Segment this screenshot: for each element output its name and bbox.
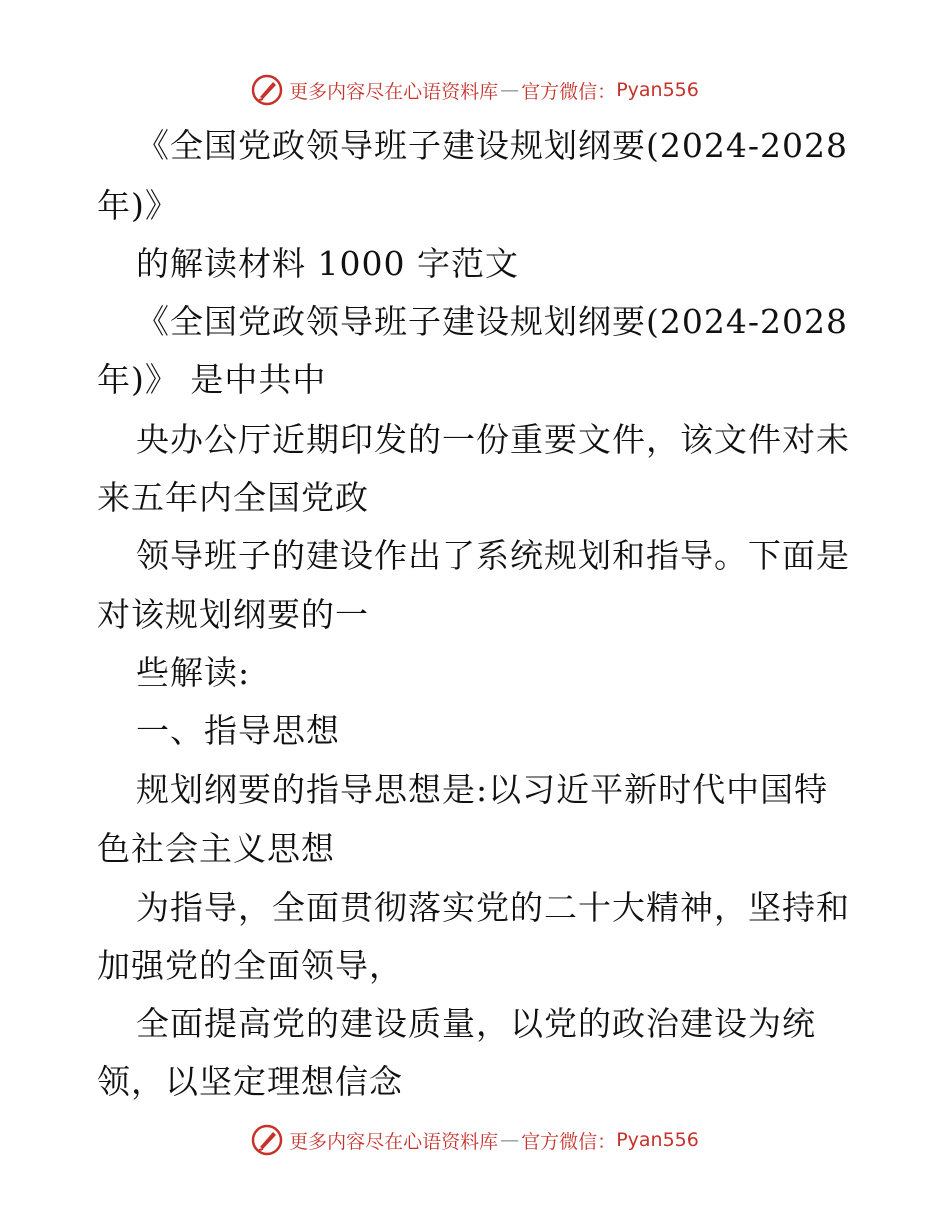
- document-line: 的解读材料 1000 字范文: [136, 244, 519, 283]
- watermark-label: 官方微信：: [521, 1130, 617, 1153]
- document-line: 年)》 是中共中: [97, 360, 327, 399]
- document-line: 《全国党政领导班子建设规划纲要(2024-2028: [136, 302, 848, 341]
- watermark-separator: —: [500, 79, 520, 101]
- quill-logo-icon: [251, 74, 283, 106]
- watermark-separator: —: [500, 1129, 520, 1151]
- document-line: 《全国党政领导班子建设规划纲要(2024-2028: [136, 126, 848, 165]
- document-line: 来五年内全国党政: [97, 478, 369, 517]
- watermark-account: Pyan556: [616, 79, 699, 101]
- watermark-label: 官方微信：: [521, 80, 617, 103]
- quill-logo-icon: [251, 1124, 283, 1156]
- footer-watermark: [0, 1122, 950, 1158]
- watermark-text: 更多内容尽在心语资料库: [289, 80, 499, 103]
- header-watermark: [0, 72, 950, 108]
- document-line: 领导班子的建设作出了系统规划和指导。下面是: [136, 536, 850, 575]
- watermark-account: Pyan556: [616, 1129, 699, 1151]
- document-line: 全面提高党的建设质量，以党的政治建设为统: [136, 1004, 816, 1043]
- document-line: 加强党的全面领导，: [97, 946, 403, 985]
- document-line: 规划纲要的指导思想是:以习近平新时代中国特: [136, 770, 829, 809]
- document-line: 为指导，全面贯彻落实党的二十大精神，坚持和: [136, 888, 850, 927]
- document-line: 领，以坚定理想信念: [97, 1062, 403, 1101]
- document-line: 色社会主义思想: [97, 829, 335, 868]
- document-line: 央办公厅近期印发的一份重要文件，该文件对未: [136, 420, 850, 459]
- document-line: 对该规划纲要的一: [97, 595, 369, 634]
- section-heading: 一、指导思想: [136, 711, 340, 750]
- watermark-text: 更多内容尽在心语资料库: [289, 1130, 499, 1153]
- document-line: 些解读:: [136, 653, 251, 692]
- document-line: 年)》: [97, 186, 179, 225]
